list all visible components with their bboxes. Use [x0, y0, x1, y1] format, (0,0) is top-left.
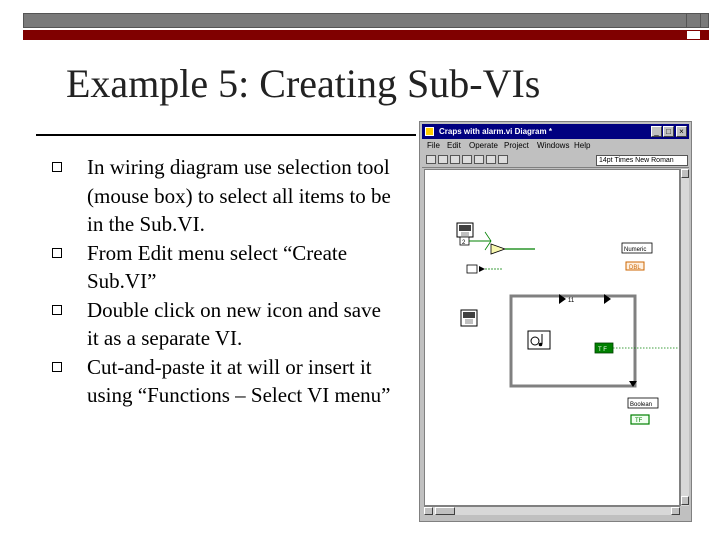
menu-help[interactable]: Help [574, 141, 591, 150]
bullet-text: From Edit menu select “Create Sub.VI” [87, 240, 348, 293]
iteration-terminal[interactable] [460, 237, 469, 246]
numeric-label: Numeric [624, 247, 647, 253]
numeric-indicator[interactable] [622, 243, 652, 271]
minimize-icon[interactable]: _ [651, 126, 662, 137]
square-bullet-icon [52, 362, 62, 372]
sound-node-icon[interactable] [528, 331, 550, 349]
bullet-item [52, 296, 392, 353]
constant-terminal[interactable] [467, 265, 485, 273]
bullet-item [52, 353, 392, 410]
dbl-label: DBL [629, 265, 641, 271]
bullet-text: Cut-and-paste it at will or insert it using “Functions – Select VI menu” [87, 354, 391, 407]
scroll-left-icon[interactable] [424, 507, 433, 515]
stop-icon[interactable] [438, 155, 448, 164]
bullet-item [52, 239, 392, 296]
boolean-indicator[interactable] [628, 398, 658, 424]
loop-count-label: 11 [568, 298, 575, 304]
header-red-bar [23, 30, 709, 40]
step-into-icon[interactable] [486, 155, 496, 164]
tf-label: T F [598, 347, 607, 353]
app-icon [425, 127, 434, 136]
vertical-scrollbar[interactable] [680, 169, 689, 506]
menu-operate[interactable]: Operate [469, 141, 498, 150]
boolean-label: Boolean [630, 402, 653, 408]
scroll-down-icon[interactable] [681, 496, 689, 505]
step-over-icon[interactable] [474, 155, 484, 164]
window-title: Craps with alarm.vi Diagram * [439, 127, 552, 136]
close-icon[interactable]: × [676, 126, 687, 137]
square-bullet-icon [52, 248, 62, 258]
tf-small-label: TF [635, 418, 643, 424]
maximize-icon[interactable]: □ [663, 126, 674, 137]
step-out-icon[interactable] [498, 155, 508, 164]
header-gray-bar [23, 13, 709, 28]
iteration-label: 2 [462, 240, 466, 246]
subvi-icon[interactable] [457, 223, 473, 237]
header-red-square [686, 30, 701, 40]
highlight-execution-icon[interactable] [462, 155, 472, 164]
title-underline [36, 134, 416, 136]
square-bullet-icon [52, 162, 62, 172]
boolean-constant[interactable] [595, 343, 613, 353]
diagram-canvas [425, 170, 680, 506]
run-arrow-icon[interactable] [426, 155, 436, 164]
bullet-item [52, 153, 392, 239]
square-bullet-icon [52, 305, 62, 315]
labview-diagram-window [419, 121, 692, 522]
menu-project[interactable]: Project [504, 141, 529, 150]
bullet-text: In wiring diagram use selection tool (mouse box) to select all items to be in the Sub.VI. [87, 155, 391, 236]
block-diagram[interactable] [424, 169, 680, 506]
horizontal-scrollbar[interactable] [424, 506, 680, 515]
window-title-bar[interactable] [422, 124, 689, 139]
header-gray-square [686, 13, 701, 28]
scroll-up-icon[interactable] [681, 169, 689, 178]
menu-file[interactable]: File [427, 141, 440, 150]
menu-windows[interactable]: Windows [537, 141, 570, 150]
menu-edit[interactable]: Edit [447, 141, 461, 150]
bullet-list [52, 153, 392, 410]
toolbar [422, 153, 689, 168]
bullet-text: Double click on new icon and save it as a separate VI. [87, 297, 381, 350]
slide-title: Example 5: Creating Sub-VIs [66, 61, 541, 106]
pause-icon[interactable] [450, 155, 460, 164]
scroll-right-icon[interactable] [671, 507, 680, 515]
font-selector[interactable]: 14pt Times New Roman [596, 155, 688, 166]
compare-function-icon[interactable] [491, 244, 505, 254]
scroll-thumb[interactable] [435, 507, 455, 515]
subvi-icon-2[interactable] [461, 310, 477, 326]
menu-bar [422, 141, 689, 152]
